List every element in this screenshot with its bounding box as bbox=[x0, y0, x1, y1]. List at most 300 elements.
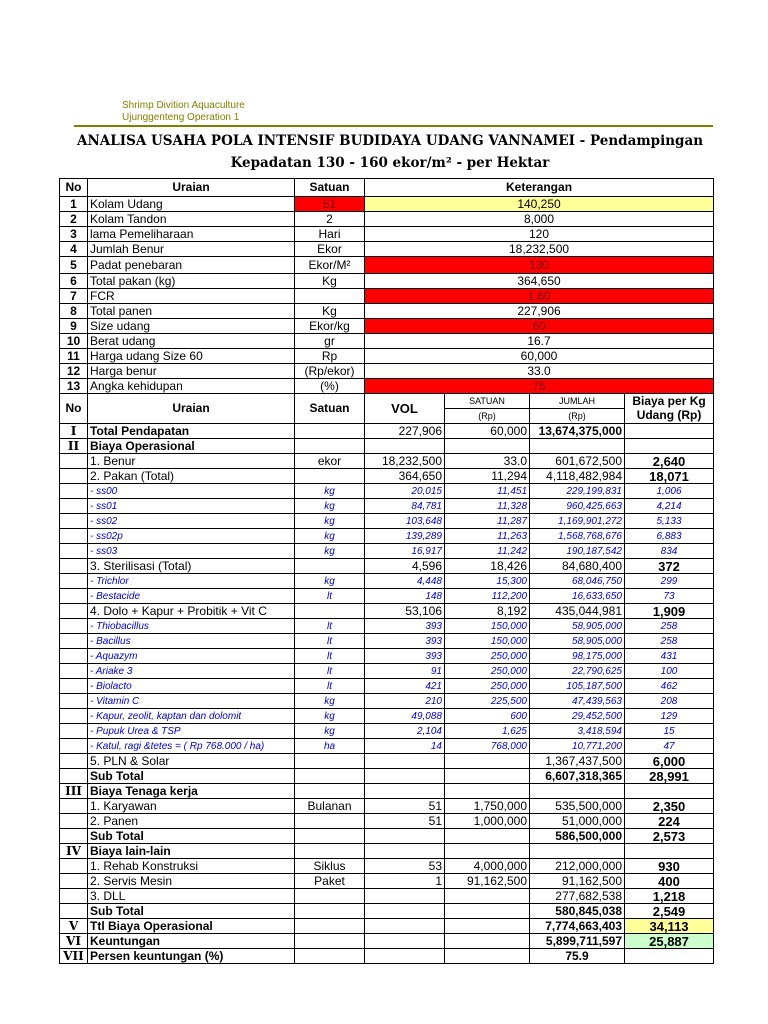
row-uraian: - ss03 bbox=[88, 544, 295, 559]
row-biaya-per-kg: 2,350 bbox=[625, 799, 714, 814]
param-no: 12 bbox=[60, 364, 88, 379]
row-no bbox=[60, 649, 88, 664]
col-no: No bbox=[60, 179, 88, 197]
row-satuan: kg bbox=[295, 694, 365, 709]
row-jumlah: 10,771,200 bbox=[530, 739, 625, 754]
row-uraian: Total Pendapatan bbox=[88, 424, 295, 439]
param-row bbox=[60, 349, 714, 364]
row-vol: 393 bbox=[365, 649, 445, 664]
row-jumlah: 51,000,000 bbox=[530, 814, 625, 829]
row-uraian: 2. Pakan (Total) bbox=[88, 469, 295, 484]
row-vol: 53,106 bbox=[365, 604, 445, 619]
row-vol bbox=[365, 844, 445, 859]
row-biaya-per-kg: 2,640 bbox=[625, 454, 714, 469]
param-no: 8 bbox=[60, 304, 88, 319]
row-no bbox=[60, 574, 88, 589]
param-keterangan: 16.7 bbox=[365, 334, 714, 349]
param-no: 7 bbox=[60, 289, 88, 304]
row-vol: 49,088 bbox=[365, 709, 445, 724]
row-biaya-per-kg: 34,113 bbox=[625, 919, 714, 934]
row-vol bbox=[365, 904, 445, 919]
row-no bbox=[60, 529, 88, 544]
row-uraian: - Bestacide bbox=[88, 589, 295, 604]
param-no: 9 bbox=[60, 319, 88, 334]
param-header-row bbox=[60, 179, 714, 197]
row-satuan bbox=[295, 919, 365, 934]
row-harga: 11,242 bbox=[445, 544, 530, 559]
row-jumlah: 58,905,000 bbox=[530, 619, 625, 634]
row-vol bbox=[365, 949, 445, 964]
param-keterangan: 130 bbox=[365, 257, 714, 274]
row-uraian: - ss02p bbox=[88, 529, 295, 544]
param-row bbox=[60, 304, 714, 319]
row-uraian: Keuntungan bbox=[88, 934, 295, 949]
row-uraian: Sub Total bbox=[88, 904, 295, 919]
row-no bbox=[60, 514, 88, 529]
row-satuan: Paket bbox=[295, 874, 365, 889]
row-jumlah: 277,682,538 bbox=[530, 889, 625, 904]
row-uraian: 4. Dolo + Kapur + Probitik + Vit C bbox=[88, 604, 295, 619]
row-biaya-per-kg: 462 bbox=[625, 679, 714, 694]
row-uraian: Biaya Operasional bbox=[88, 439, 295, 454]
param-keterangan: 140,250 bbox=[365, 197, 714, 212]
cost-col-vol: VOL bbox=[365, 394, 445, 424]
row-jumlah: 16,633,650 bbox=[530, 589, 625, 604]
row-jumlah: 5,899,711,597 bbox=[530, 934, 625, 949]
row-jumlah bbox=[530, 844, 625, 859]
param-satuan: (Rp/ekor) bbox=[295, 364, 365, 379]
param-keterangan: 1.60 bbox=[365, 289, 714, 304]
row-jumlah: 229,199,831 bbox=[530, 484, 625, 499]
row-harga: 33.0 bbox=[445, 454, 530, 469]
row-satuan: ekor bbox=[295, 454, 365, 469]
row-no bbox=[60, 739, 88, 754]
cost-col-biaya-line2: Udang (Rp) bbox=[625, 409, 714, 424]
row-uraian: - Thiobacillus bbox=[88, 619, 295, 634]
row-jumlah: 190,187,542 bbox=[530, 544, 625, 559]
row-vol: 364,650 bbox=[365, 469, 445, 484]
cost-row bbox=[60, 859, 714, 874]
row-no bbox=[60, 724, 88, 739]
row-jumlah: 601,672,500 bbox=[530, 454, 625, 469]
org-line-1: Shrimp Divition Aquaculture bbox=[122, 100, 245, 111]
row-satuan: kg bbox=[295, 499, 365, 514]
cost-row bbox=[60, 709, 714, 724]
row-vol: 421 bbox=[365, 679, 445, 694]
row-no bbox=[60, 799, 88, 814]
param-row bbox=[60, 257, 714, 274]
row-vol: 1 bbox=[365, 874, 445, 889]
row-vol: 16,917 bbox=[365, 544, 445, 559]
row-harga: 4,000,000 bbox=[445, 859, 530, 874]
param-no: 10 bbox=[60, 334, 88, 349]
row-uraian: 2. Servis Mesin bbox=[88, 874, 295, 889]
param-row bbox=[60, 289, 714, 304]
row-satuan bbox=[295, 439, 365, 454]
row-no bbox=[60, 559, 88, 574]
row-uraian: - Vitamin C bbox=[88, 694, 295, 709]
param-no: 11 bbox=[60, 349, 88, 364]
row-satuan bbox=[295, 814, 365, 829]
row-harga: 11,294 bbox=[445, 469, 530, 484]
row-harga: 18,426 bbox=[445, 559, 530, 574]
cost-row bbox=[60, 604, 714, 619]
row-no bbox=[60, 889, 88, 904]
row-biaya-per-kg: 73 bbox=[625, 589, 714, 604]
row-vol bbox=[365, 934, 445, 949]
row-no bbox=[60, 874, 88, 889]
cost-row bbox=[60, 574, 714, 589]
row-vol: 139,289 bbox=[365, 529, 445, 544]
row-harga: 225,500 bbox=[445, 694, 530, 709]
row-satuan: kg bbox=[295, 709, 365, 724]
cost-col-harga-unit: (Rp) bbox=[445, 409, 530, 424]
row-no bbox=[60, 709, 88, 724]
row-jumlah: 13,674,375,000 bbox=[530, 424, 625, 439]
param-no: 13 bbox=[60, 379, 88, 394]
row-vol: 393 bbox=[365, 619, 445, 634]
row-no bbox=[60, 619, 88, 634]
param-satuan: Rp bbox=[295, 349, 365, 364]
row-satuan: kg bbox=[295, 529, 365, 544]
param-row bbox=[60, 379, 714, 394]
row-jumlah: 3,418,594 bbox=[530, 724, 625, 739]
row-vol: 227,906 bbox=[365, 424, 445, 439]
row-harga: 11,287 bbox=[445, 514, 530, 529]
row-no bbox=[60, 604, 88, 619]
row-uraian: 3. DLL bbox=[88, 889, 295, 904]
cost-row bbox=[60, 634, 714, 649]
row-biaya-per-kg bbox=[625, 439, 714, 454]
row-harga: 768,000 bbox=[445, 739, 530, 754]
row-no: I bbox=[60, 424, 88, 439]
row-biaya-per-kg: 224 bbox=[625, 814, 714, 829]
cost-row bbox=[60, 829, 714, 844]
row-no: IV bbox=[60, 844, 88, 859]
row-harga bbox=[445, 829, 530, 844]
row-jumlah: 586,500,000 bbox=[530, 829, 625, 844]
row-biaya-per-kg bbox=[625, 424, 714, 439]
row-vol: 20,015 bbox=[365, 484, 445, 499]
cost-row bbox=[60, 694, 714, 709]
row-uraian: Ttl Biaya Operasional bbox=[88, 919, 295, 934]
param-uraian: Harga benur bbox=[88, 364, 295, 379]
row-jumlah: 435,044,981 bbox=[530, 604, 625, 619]
row-no bbox=[60, 469, 88, 484]
row-jumlah bbox=[530, 439, 625, 454]
row-no bbox=[60, 859, 88, 874]
row-biaya-per-kg: 25,887 bbox=[625, 934, 714, 949]
row-biaya-per-kg bbox=[625, 844, 714, 859]
row-harga: 91,162,500 bbox=[445, 874, 530, 889]
param-row bbox=[60, 334, 714, 349]
row-satuan bbox=[295, 844, 365, 859]
param-uraian: Total panen bbox=[88, 304, 295, 319]
param-row bbox=[60, 274, 714, 289]
row-uraian: Persen keuntungan (%) bbox=[88, 949, 295, 964]
row-satuan bbox=[295, 949, 365, 964]
param-uraian: Total pakan (kg) bbox=[88, 274, 295, 289]
param-row bbox=[60, 319, 714, 334]
row-vol: 4,596 bbox=[365, 559, 445, 574]
cost-row bbox=[60, 544, 714, 559]
row-satuan bbox=[295, 829, 365, 844]
row-satuan bbox=[295, 754, 365, 769]
row-no bbox=[60, 769, 88, 784]
param-uraian: lama Pemeliharaan bbox=[88, 227, 295, 242]
cost-row bbox=[60, 454, 714, 469]
param-satuan: Hari bbox=[295, 227, 365, 242]
row-harga: 60,000 bbox=[445, 424, 530, 439]
row-harga bbox=[445, 919, 530, 934]
row-satuan: lt bbox=[295, 619, 365, 634]
param-row bbox=[60, 227, 714, 242]
row-harga bbox=[445, 769, 530, 784]
row-biaya-per-kg: 2,573 bbox=[625, 829, 714, 844]
param-satuan: (%) bbox=[295, 379, 365, 394]
row-biaya-per-kg: 258 bbox=[625, 619, 714, 634]
row-no bbox=[60, 694, 88, 709]
row-satuan: kg bbox=[295, 724, 365, 739]
row-satuan bbox=[295, 934, 365, 949]
param-satuan: Ekor/kg bbox=[295, 319, 365, 334]
row-biaya-per-kg: 431 bbox=[625, 649, 714, 664]
param-uraian: Berat udang bbox=[88, 334, 295, 349]
row-vol: 91 bbox=[365, 664, 445, 679]
row-harga bbox=[445, 754, 530, 769]
row-vol: 18,232,500 bbox=[365, 454, 445, 469]
cost-col-uraian: Uraian bbox=[88, 394, 295, 424]
row-no bbox=[60, 454, 88, 469]
row-harga bbox=[445, 889, 530, 904]
row-jumlah: 535,500,000 bbox=[530, 799, 625, 814]
cost-col-satuan: Satuan bbox=[295, 394, 365, 424]
row-jumlah: 75.9 bbox=[530, 949, 625, 964]
param-satuan: Kg bbox=[295, 304, 365, 319]
param-uraian: FCR bbox=[88, 289, 295, 304]
row-no bbox=[60, 754, 88, 769]
row-harga: 112,200 bbox=[445, 589, 530, 604]
param-keterangan: 60,000 bbox=[365, 349, 714, 364]
param-keterangan: 364,650 bbox=[365, 274, 714, 289]
row-uraian: 5. PLN & Solar bbox=[88, 754, 295, 769]
row-satuan bbox=[295, 904, 365, 919]
param-no: 2 bbox=[60, 212, 88, 227]
row-vol: 148 bbox=[365, 589, 445, 604]
row-uraian: Biaya Tenaga kerja bbox=[88, 784, 295, 799]
row-no bbox=[60, 664, 88, 679]
row-no bbox=[60, 634, 88, 649]
param-no: 6 bbox=[60, 274, 88, 289]
row-harga: 250,000 bbox=[445, 649, 530, 664]
row-uraian: - Bacillus bbox=[88, 634, 295, 649]
row-jumlah: 68,046,750 bbox=[530, 574, 625, 589]
row-uraian: - Ariake 3 bbox=[88, 664, 295, 679]
param-no: 4 bbox=[60, 242, 88, 257]
cost-row bbox=[60, 949, 714, 964]
param-keterangan: 227,906 bbox=[365, 304, 714, 319]
row-satuan: lt bbox=[295, 589, 365, 604]
cost-col-no: No bbox=[60, 394, 88, 424]
cost-row bbox=[60, 649, 714, 664]
cost-row bbox=[60, 874, 714, 889]
row-biaya-per-kg: 930 bbox=[625, 859, 714, 874]
col-satuan: Satuan bbox=[295, 179, 365, 197]
param-row bbox=[60, 212, 714, 227]
param-row bbox=[60, 242, 714, 257]
cost-header-row bbox=[60, 394, 714, 409]
row-uraian: Sub Total bbox=[88, 769, 295, 784]
param-satuan: Ekor bbox=[295, 242, 365, 257]
row-biaya-per-kg bbox=[625, 784, 714, 799]
row-harga: 11,328 bbox=[445, 499, 530, 514]
row-no bbox=[60, 814, 88, 829]
cost-row bbox=[60, 439, 714, 454]
row-uraian: - ss00 bbox=[88, 484, 295, 499]
row-uraian: - ss02 bbox=[88, 514, 295, 529]
cost-row bbox=[60, 739, 714, 754]
row-no bbox=[60, 499, 88, 514]
analysis-table bbox=[59, 178, 714, 964]
row-jumlah: 1,367,437,500 bbox=[530, 754, 625, 769]
row-biaya-per-kg: 18,071 bbox=[625, 469, 714, 484]
row-uraian: - Biolacto bbox=[88, 679, 295, 694]
param-keterangan: 75 bbox=[365, 379, 714, 394]
row-jumlah: 4,118,482,984 bbox=[530, 469, 625, 484]
row-jumlah: 960,425,663 bbox=[530, 499, 625, 514]
cost-row bbox=[60, 904, 714, 919]
row-no: II bbox=[60, 439, 88, 454]
cost-col-jumlah: JUMLAH bbox=[530, 394, 625, 409]
row-biaya-per-kg: 4,214 bbox=[625, 499, 714, 514]
param-keterangan: 120 bbox=[365, 227, 714, 242]
row-vol bbox=[365, 439, 445, 454]
cost-row bbox=[60, 529, 714, 544]
param-no: 3 bbox=[60, 227, 88, 242]
row-no bbox=[60, 679, 88, 694]
col-keterangan: Keterangan bbox=[365, 179, 714, 197]
row-jumlah: 7,774,663,403 bbox=[530, 919, 625, 934]
row-vol: 51 bbox=[365, 814, 445, 829]
row-jumlah: 22,790,625 bbox=[530, 664, 625, 679]
row-vol: 84,781 bbox=[365, 499, 445, 514]
row-biaya-per-kg: 6,883 bbox=[625, 529, 714, 544]
row-uraian: 1. Benur bbox=[88, 454, 295, 469]
row-uraian: Sub Total bbox=[88, 829, 295, 844]
row-uraian: 3. Sterilisasi (Total) bbox=[88, 559, 295, 574]
row-harga: 250,000 bbox=[445, 664, 530, 679]
row-biaya-per-kg: 299 bbox=[625, 574, 714, 589]
row-biaya-per-kg: 129 bbox=[625, 709, 714, 724]
cost-row bbox=[60, 769, 714, 784]
row-no: V bbox=[60, 919, 88, 934]
row-harga bbox=[445, 904, 530, 919]
row-jumlah: 105,187,500 bbox=[530, 679, 625, 694]
row-satuan: lt bbox=[295, 649, 365, 664]
cost-row bbox=[60, 499, 714, 514]
row-vol bbox=[365, 754, 445, 769]
param-no: 5 bbox=[60, 257, 88, 274]
row-jumlah: 1,568,768,676 bbox=[530, 529, 625, 544]
row-uraian: 1. Rehab Konstruksi bbox=[88, 859, 295, 874]
row-uraian: - Trichlor bbox=[88, 574, 295, 589]
cost-col-harga: SATUAN bbox=[445, 394, 530, 409]
cost-row bbox=[60, 514, 714, 529]
row-biaya-per-kg: 834 bbox=[625, 544, 714, 559]
row-satuan bbox=[295, 889, 365, 904]
row-harga bbox=[445, 949, 530, 964]
row-no: III bbox=[60, 784, 88, 799]
row-harga: 1,625 bbox=[445, 724, 530, 739]
row-harga: 1,000,000 bbox=[445, 814, 530, 829]
cost-row bbox=[60, 664, 714, 679]
row-biaya-per-kg: 1,006 bbox=[625, 484, 714, 499]
row-satuan: kg bbox=[295, 484, 365, 499]
row-no bbox=[60, 829, 88, 844]
row-satuan: lt bbox=[295, 634, 365, 649]
row-biaya-per-kg: 400 bbox=[625, 874, 714, 889]
row-harga bbox=[445, 784, 530, 799]
param-no: 1 bbox=[60, 197, 88, 212]
row-vol bbox=[365, 829, 445, 844]
row-satuan: ha bbox=[295, 739, 365, 754]
row-satuan: kg bbox=[295, 544, 365, 559]
row-no bbox=[60, 544, 88, 559]
param-uraian: Size udang bbox=[88, 319, 295, 334]
row-uraian: Biaya lain-lain bbox=[88, 844, 295, 859]
cost-row bbox=[60, 784, 714, 799]
row-biaya-per-kg: 1,218 bbox=[625, 889, 714, 904]
row-harga: 11,263 bbox=[445, 529, 530, 544]
param-row bbox=[60, 197, 714, 212]
row-vol bbox=[365, 889, 445, 904]
row-uraian: - Katul, ragi &tetes = ( Rp 768.000 / ha) bbox=[88, 739, 295, 754]
row-vol: 2,104 bbox=[365, 724, 445, 739]
row-jumlah: 58,905,000 bbox=[530, 634, 625, 649]
row-biaya-per-kg: 1,909 bbox=[625, 604, 714, 619]
cost-row bbox=[60, 424, 714, 439]
row-vol: 51 bbox=[365, 799, 445, 814]
cost-row bbox=[60, 934, 714, 949]
param-satuan bbox=[295, 289, 365, 304]
col-uraian: Uraian bbox=[88, 179, 295, 197]
row-no: VII bbox=[60, 949, 88, 964]
row-vol: 393 bbox=[365, 634, 445, 649]
row-no bbox=[60, 904, 88, 919]
row-harga: 150,000 bbox=[445, 619, 530, 634]
row-vol: 4,448 bbox=[365, 574, 445, 589]
row-satuan bbox=[295, 424, 365, 439]
param-uraian: Kolam Tandon bbox=[88, 212, 295, 227]
param-uraian: Jumlah Benur bbox=[88, 242, 295, 257]
row-harga: 1,750,000 bbox=[445, 799, 530, 814]
row-uraian: 2. Panen bbox=[88, 814, 295, 829]
cost-row bbox=[60, 919, 714, 934]
row-harga: 8,192 bbox=[445, 604, 530, 619]
row-uraian: 1. Karyawan bbox=[88, 799, 295, 814]
row-jumlah: 1,169,901,272 bbox=[530, 514, 625, 529]
cost-row bbox=[60, 559, 714, 574]
row-harga: 11,451 bbox=[445, 484, 530, 499]
param-uraian: Padat penebaran bbox=[88, 257, 295, 274]
row-biaya-per-kg: 372 bbox=[625, 559, 714, 574]
row-biaya-per-kg: 6,000 bbox=[625, 754, 714, 769]
row-harga bbox=[445, 844, 530, 859]
param-satuan: 2 bbox=[295, 212, 365, 227]
cost-col-jumlah-unit: (Rp) bbox=[530, 409, 625, 424]
row-no: VI bbox=[60, 934, 88, 949]
row-biaya-per-kg: 28,991 bbox=[625, 769, 714, 784]
